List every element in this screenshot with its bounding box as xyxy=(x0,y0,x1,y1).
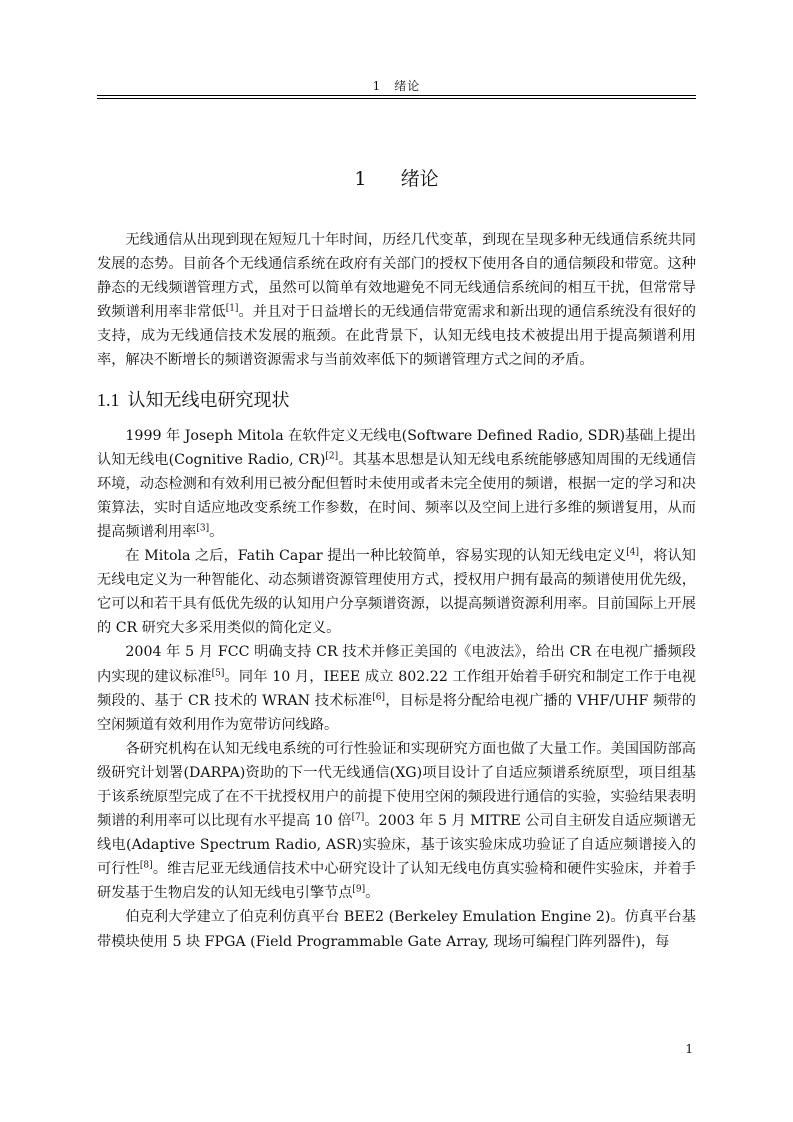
running-header: 1 绪论 xyxy=(372,79,421,93)
page-body xyxy=(97,228,696,954)
intro-paragraph xyxy=(97,228,696,373)
chapter-name: 绪论 xyxy=(400,168,439,190)
intro-text-continued: 。并且对于日益增长的无线通信带宽需求和新出现的通信系统没有很好的支持，成为无线通信技术发展的瓶颈。在此背景下，认知无线电技术被提出用于提高频谱利用率，解决不断增长的频谱资源需求与当前效率低下的频谱管理方式之间的矛盾。 xyxy=(97,304,696,369)
citation: [1] xyxy=(225,303,239,314)
text-run: 。其基本思想是认知无线电系统能够感知周围的无线通信环境，动态检测和有效利用已被分配但暂时未使用或者未完全使用的频谱，根据一定的学习和决策算法，实时自适应地改变系统工作参数，在时间、频率以及空间上进行多维的频谱复用，从而提高频谱利用率 xyxy=(97,451,696,540)
citation: [7] xyxy=(351,812,365,823)
text-run: 。2003 年 5 月 MITRE 公司自主研发自适应频谱无线电(Adaptive Spectrum Radio, ASR)实验床，基于该实验床成功验证了自适应频谱接入的可行性 xyxy=(97,813,696,878)
citation: [2] xyxy=(325,450,339,461)
section-number: 1.1 xyxy=(97,389,120,410)
paragraph-mitola xyxy=(97,424,696,544)
citation: [8] xyxy=(139,860,153,871)
section-heading xyxy=(97,385,696,416)
citation: [9] xyxy=(352,884,366,895)
citation: [3] xyxy=(196,523,210,534)
text-run: ，目标是将分配给电视广播的 VHF/UHF 频带的空闲频道有效利用作为宽带访问线路。 xyxy=(97,692,696,733)
text-run: 。 xyxy=(209,523,224,540)
text-run: 各研究机构在认知无线电系统的可行性验证和实现研究方面也做了大量工作。美国国防部高级研究计划署(DARPA)资助的下一代无线通信(XG)项目设计了自适应频谱系统原型，项目组基于该系统原型完成了在不干扰授权用户的前提下使用空闲的频段进行通信的实验，实验结果表明频谱的利用率可以比现有水平提高 10 倍 xyxy=(97,740,696,830)
citation: [5] xyxy=(211,667,225,678)
page-number: 1 xyxy=(685,1042,693,1056)
text-run: 在 Mitola 之后，Fatih Capar 提出一种比较简单，容易实现的认知无线电定义 xyxy=(125,548,627,565)
paragraph-berkeley xyxy=(97,905,696,953)
text-run: 2004 年 5 月 FCC 明确支持 CR 技术并修正美国的《电波法》，给出 CR 在电视广播频段内实现的建议标准 xyxy=(97,644,696,685)
paragraph-fcc xyxy=(97,640,696,736)
text-run: 。同年 10 月，IEEE 成立 802.22 工作组开始着手研究和制定工作于电视频段的、基于 CR 技术的 WRAN 技术标准 xyxy=(97,668,696,709)
chapter-title xyxy=(0,164,793,191)
text-run: 1999 年 Joseph Mitola 在软件定义无线电(Software Defined Radio, SDR)基础上提出认知无线电(Cognitive Radio, CR) xyxy=(97,427,696,468)
intro-text: 无线通信从出现到现在短短几十年时间，历经几代变革，到现在呈现多种无线通信系统共同发展的态势。目前各个无线通信系统在政府有关部门的授权下使用各自的通信频段和带宽。这种静态的无线频谱管理方式，虽然可以简单有效地避免不同无线通信系统间的相互干扰，但常常导致频谱利用率非常低 xyxy=(97,232,696,321)
text-run: ，将认知无线电定义为一种智能化、动态频谱资源管理使用方式，授权用户拥有最高的频谱使用优先级，它可以和若干具有低优先级的认知用户分享频谱资源，以提高频谱资源利用率。目前国际上开展的 CR 研究大多采用类似的简化定义。 xyxy=(97,548,696,637)
section-title: 认知无线电研究现状 xyxy=(127,389,290,411)
text-run: 。 xyxy=(365,885,380,902)
paragraph-research xyxy=(97,737,696,906)
citation: [6] xyxy=(372,691,386,702)
header-rule xyxy=(97,95,696,96)
chapter-number: 1 xyxy=(354,168,367,190)
paragraph-capar xyxy=(97,544,696,640)
text-run: 伯克利大学建立了伯克利仿真平台 BEE2 (Berkeley Emulation Engine 2)。仿真平台基带模块使用 5 块 FPGA (Field Programmable Gate Array, 现场可编程门阵列器件)，每 xyxy=(97,909,696,950)
text-run: 。维吉尼亚无线通信技术中心研究设计了认知无线电仿真实验椅和硬件实验床，并着手研发基于生物启发的认知无线电引擎节点 xyxy=(97,861,696,902)
citation: [4] xyxy=(626,547,640,558)
header-rule-double xyxy=(97,98,696,99)
